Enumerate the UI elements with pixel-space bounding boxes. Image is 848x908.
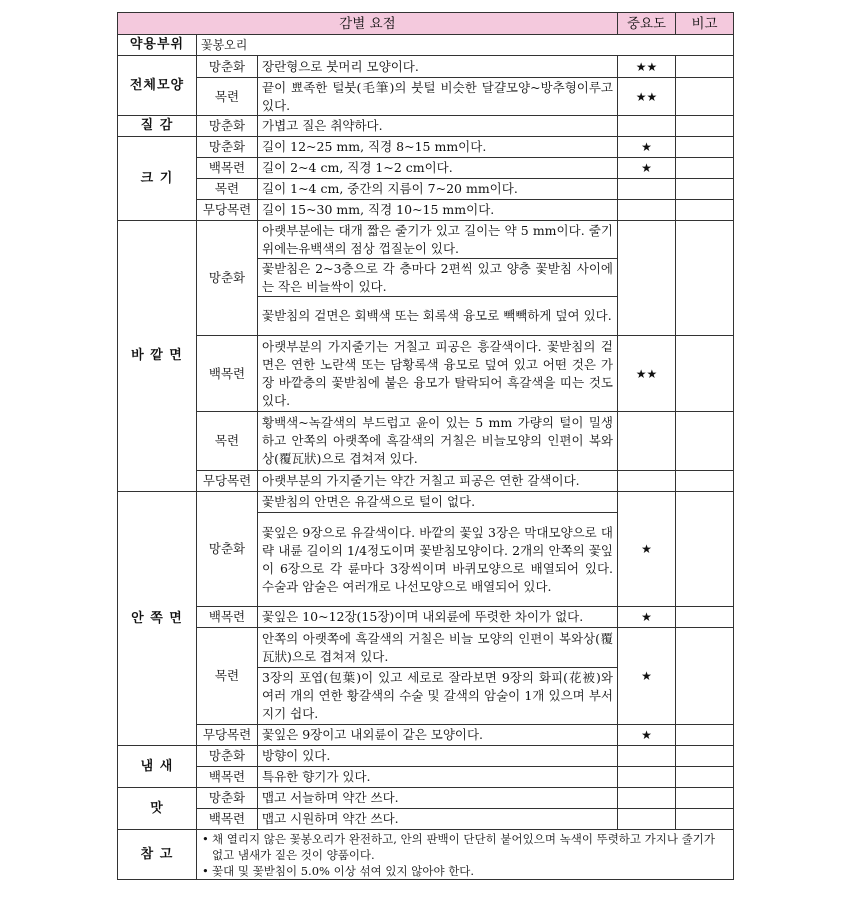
row-size-2 bbox=[118, 158, 734, 179]
category-taste: 맛 bbox=[118, 788, 197, 830]
sub-label: 목련 bbox=[197, 628, 258, 725]
remarks-cell bbox=[676, 725, 734, 746]
category-note: 참 고 bbox=[118, 830, 197, 880]
sub-label: 망춘화 bbox=[197, 221, 258, 336]
row-note bbox=[118, 830, 734, 880]
remarks-cell bbox=[676, 628, 734, 725]
remarks-cell bbox=[676, 336, 734, 412]
row-shape-1 bbox=[118, 56, 734, 78]
category-part: 약용부위 bbox=[118, 35, 197, 56]
row-outer-6 bbox=[118, 471, 734, 492]
remarks-cell bbox=[676, 767, 734, 788]
remarks-cell bbox=[676, 158, 734, 179]
row-smell-2 bbox=[118, 767, 734, 788]
importance-cell bbox=[618, 809, 676, 830]
importance-stars: ★ bbox=[618, 725, 676, 746]
sub-label: 망춘화 bbox=[197, 492, 258, 607]
row-smell-1 bbox=[118, 746, 734, 767]
sub-label: 망춘화 bbox=[197, 116, 258, 137]
row-taste-1 bbox=[118, 788, 734, 809]
remarks-cell bbox=[676, 116, 734, 137]
desc-text: 꽃잎은 9장으로 유갈색이다. 바깥의 꽃잎 3장은 막대모양으로 대략 내륜 길이의 1/4정도이며 꽃받침모양이다. 2개의 안쪽의 꽃잎이 6장으로 각 륜마다 3장씩이며 바퀴모양으로 배열되어 있다. 수술과 암술은 여러개로 나선모양으로 배열되어 있다. bbox=[258, 513, 618, 607]
importance-cell bbox=[618, 221, 676, 336]
sub-label: 망춘화 bbox=[197, 746, 258, 767]
row-taste-2 bbox=[118, 809, 734, 830]
remarks-cell bbox=[676, 471, 734, 492]
sub-label: 망춘화 bbox=[197, 788, 258, 809]
note-item: • 꽃대 및 꽃받침이 5.0% 이상 섞여 있지 않아야 한다. bbox=[212, 863, 729, 879]
remarks-cell bbox=[676, 137, 734, 158]
desc-text: 안쪽의 아랫쪽에 흑갈색의 거칠은 비늘 모양의 인편이 복와상(覆瓦狀)으로 겹쳐져 있다. bbox=[258, 628, 618, 668]
remarks-cell bbox=[676, 746, 734, 767]
desc-text: 맵고 시원하며 약간 쓰다. bbox=[258, 809, 618, 830]
remarks-cell bbox=[676, 221, 734, 336]
importance-stars: ★ bbox=[618, 492, 676, 607]
sub-label: 목련 bbox=[197, 412, 258, 471]
category-shape: 전체모양 bbox=[118, 56, 197, 116]
remarks-cell bbox=[676, 179, 734, 200]
category-inner: 안 쪽 면 bbox=[118, 492, 197, 746]
desc-text: 꽃받침의 겉면은 회백색 또는 회록색 융모로 빽빽하게 덮여 있다. bbox=[258, 297, 618, 336]
desc-text: 아랫부분의 가지줄기는 약간 거칠고 피공은 연한 갈색이다. bbox=[258, 471, 618, 492]
desc-text: 길이 12~25 mm, 직경 8~15 mm이다. bbox=[258, 137, 618, 158]
desc-text: 아랫부분에는 대개 짧은 줄기가 있고 길이는 약 5 mm이다. 줄기 위에는유백색의 점상 껍질눈이 있다. bbox=[258, 221, 618, 259]
desc-text: 길이 2~4 cm, 직경 1~2 cm이다. bbox=[258, 158, 618, 179]
category-size: 크 기 bbox=[118, 137, 197, 221]
identification-table bbox=[117, 12, 734, 880]
sub-label: 망춘화 bbox=[197, 137, 258, 158]
desc-text: 꽃받침은 2~3층으로 각 층마다 2편씩 있고 양층 꽃받침 사이에는 작은 비늘싹이 있다. bbox=[258, 259, 618, 297]
note-content bbox=[197, 830, 734, 880]
header-row bbox=[118, 13, 734, 35]
desc-text: 끝이 뾰족한 털붓(毛筆)의 붓털 비슷한 달걀모양~방추형이루고 있다. bbox=[258, 78, 618, 116]
header-summary: 감별 요점 bbox=[118, 13, 618, 35]
remarks-cell bbox=[676, 809, 734, 830]
row-outer-5 bbox=[118, 412, 734, 471]
row-size-4 bbox=[118, 200, 734, 221]
desc-text: 맵고 서늘하며 약간 쓰다. bbox=[258, 788, 618, 809]
remarks-cell bbox=[676, 412, 734, 471]
desc-text: 장란형으로 붓머리 모양이다. bbox=[258, 56, 618, 78]
row-inner-1 bbox=[118, 492, 734, 513]
importance-cell bbox=[618, 471, 676, 492]
sub-label: 백목련 bbox=[197, 809, 258, 830]
remarks-cell bbox=[676, 200, 734, 221]
importance-cell bbox=[618, 116, 676, 137]
importance-stars: ★ bbox=[618, 628, 676, 725]
desc-text: 아랫부분의 가지줄기는 거칠고 피공은 흥갈색이다. 꽃받침의 겉면은 연한 노란색 또는 담황록색 융모로 덮여 있고 어떤 것은 가장 바깥층의 꽃받침에 붙은 융모가 탈락되어 흑갈색을 띠는 것도 있다. bbox=[258, 336, 618, 412]
remarks-cell bbox=[676, 56, 734, 78]
row-texture bbox=[118, 116, 734, 137]
desc-text: 길이 15~30 mm, 직경 10~15 mm이다. bbox=[258, 200, 618, 221]
desc-text: 꽃받침의 안면은 유갈색으로 털이 없다. bbox=[258, 492, 618, 513]
row-inner-4 bbox=[118, 628, 734, 668]
row-inner-6 bbox=[118, 725, 734, 746]
header-importance: 중요도 bbox=[618, 13, 676, 35]
header-remarks: 비고 bbox=[676, 13, 734, 35]
row-outer-1 bbox=[118, 221, 734, 259]
row-size-1 bbox=[118, 137, 734, 158]
sub-label: 백목련 bbox=[197, 336, 258, 412]
note-list bbox=[201, 831, 729, 879]
desc-text: 특유한 향기가 있다. bbox=[258, 767, 618, 788]
remarks-cell bbox=[676, 492, 734, 607]
importance-cell bbox=[618, 200, 676, 221]
importance-stars: ★ bbox=[618, 137, 676, 158]
importance-cell bbox=[618, 412, 676, 471]
importance-cell bbox=[618, 788, 676, 809]
desc-text: 3장의 포엽(包葉)이 있고 세로로 잘라보면 9장의 화피(花被)와 여러 개의 연한 황갈색의 수술 및 갈색의 암술이 1개 있으며 부서지기 쉽다. bbox=[258, 668, 618, 725]
desc-text: 꽃잎은 9장이고 내외륜이 같은 모양이다. bbox=[258, 725, 618, 746]
importance-stars: ★★ bbox=[618, 56, 676, 78]
sub-label: 백목련 bbox=[197, 767, 258, 788]
sub-label: 백목련 bbox=[197, 607, 258, 628]
category-smell: 냄 새 bbox=[118, 746, 197, 788]
remarks-cell bbox=[676, 788, 734, 809]
remarks-cell bbox=[676, 607, 734, 628]
row-part bbox=[118, 35, 734, 56]
remarks-cell bbox=[676, 78, 734, 116]
importance-stars: ★★ bbox=[618, 336, 676, 412]
sub-label: 무당목련 bbox=[197, 725, 258, 746]
note-item: • 채 열리지 않은 꽃봉오리가 완전하고, 안의 판백이 단단히 붙어있으며 녹색이 뚜렷하고 가지나 줄기가 없고 냄새가 짙은 것이 양품이다. bbox=[212, 831, 729, 863]
row-inner-3 bbox=[118, 607, 734, 628]
row-shape-2 bbox=[118, 78, 734, 116]
importance-stars: ★★ bbox=[618, 78, 676, 116]
desc-text: 방향이 있다. bbox=[258, 746, 618, 767]
sub-label: 백목련 bbox=[197, 158, 258, 179]
importance-stars: ★ bbox=[618, 607, 676, 628]
importance-stars: ★ bbox=[618, 158, 676, 179]
desc-text: 꽃잎은 10~12장(15장)이며 내외륜에 뚜렷한 차이가 없다. bbox=[258, 607, 618, 628]
sub-label: 무당목련 bbox=[197, 471, 258, 492]
sub-label: 목련 bbox=[197, 179, 258, 200]
desc-text: 황백색~녹갈색의 부드럽고 윤이 있는 5 mm 가량의 털이 밀생하고 안쪽의 아랫쪽에 흑갈색의 거칠은 비늘모양의 인편이 복와상(覆瓦狀)으로 겹쳐져 있다. bbox=[258, 412, 618, 471]
row-size-3 bbox=[118, 179, 734, 200]
category-outer: 바 깥 면 bbox=[118, 221, 197, 492]
importance-cell bbox=[618, 179, 676, 200]
sub-label: 목련 bbox=[197, 78, 258, 116]
category-texture: 질 감 bbox=[118, 116, 197, 137]
importance-cell bbox=[618, 746, 676, 767]
part-value: 꽃봉오리 bbox=[197, 35, 734, 56]
row-outer-4 bbox=[118, 336, 734, 412]
desc-text: 가볍고 질은 취약하다. bbox=[258, 116, 618, 137]
sub-label: 망춘화 bbox=[197, 56, 258, 78]
importance-cell bbox=[618, 767, 676, 788]
desc-text: 길이 1~4 cm, 중간의 지름이 7~20 mm이다. bbox=[258, 179, 618, 200]
sub-label: 무당목련 bbox=[197, 200, 258, 221]
